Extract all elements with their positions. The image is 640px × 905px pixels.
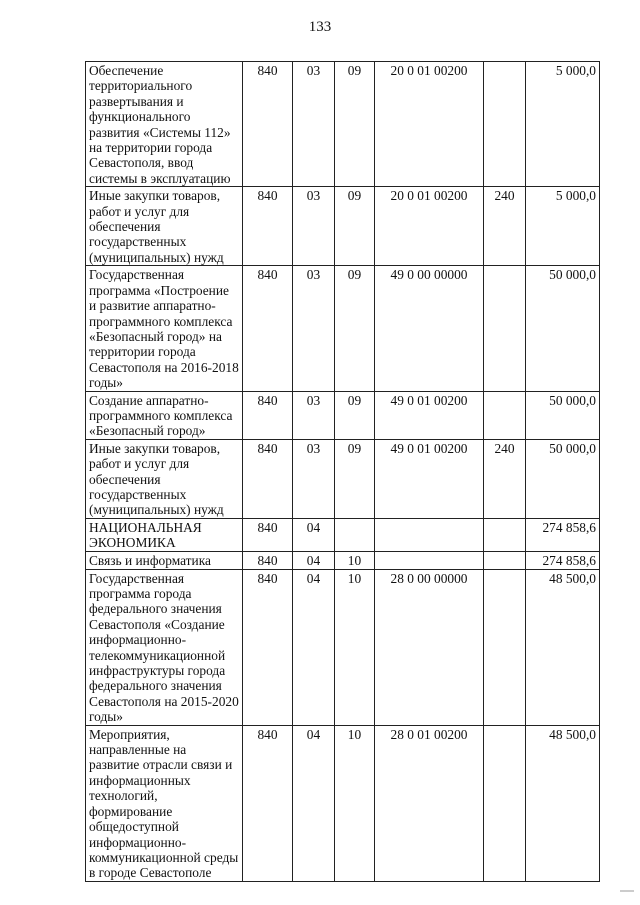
- target-article-code: 49 0 00 00000: [375, 266, 484, 391]
- section-code: 03: [293, 391, 335, 439]
- section-code: 03: [293, 266, 335, 391]
- section-code: 03: [293, 62, 335, 187]
- department-code: 840: [243, 266, 293, 391]
- table-row: [86, 569, 600, 725]
- subsection-code: 10: [335, 725, 375, 881]
- table-row: [86, 551, 600, 569]
- amount: 274 858,6: [526, 551, 600, 569]
- table-row: [86, 725, 600, 881]
- department-code: 840: [243, 518, 293, 551]
- budget-table: [85, 61, 600, 882]
- subsection-code: 09: [335, 439, 375, 518]
- amount: 50 000,0: [526, 439, 600, 518]
- table-row: [86, 62, 600, 187]
- row-name: Иные закупки товаров, работ и услуг для обеспечения государственных (муниципальных) нужд: [86, 439, 243, 518]
- subsection-code: 10: [335, 551, 375, 569]
- section-code: 03: [293, 439, 335, 518]
- section-code: 04: [293, 551, 335, 569]
- department-code: 840: [243, 439, 293, 518]
- row-name: Государственная программа города федерального значения Севастополя «Создание информационно-телекоммуникационной инфраструктуры города федерального значения Севастополя на 2015-2020 годы»: [86, 569, 243, 725]
- target-article-code: 28 0 01 00200: [375, 725, 484, 881]
- amount: 274 858,6: [526, 518, 600, 551]
- scan-edge-mark: [620, 890, 634, 892]
- section-code: 04: [293, 518, 335, 551]
- table-row: [86, 439, 600, 518]
- department-code: 840: [243, 187, 293, 266]
- amount: 5 000,0: [526, 62, 600, 187]
- row-name: Иные закупки товаров, работ и услуг для обеспечения государственных (муниципальных) нужд: [86, 187, 243, 266]
- department-code: 840: [243, 569, 293, 725]
- amount: 50 000,0: [526, 391, 600, 439]
- target-article-code: 49 0 01 00200: [375, 439, 484, 518]
- expense-type-code: [484, 551, 526, 569]
- department-code: 840: [243, 551, 293, 569]
- amount: 5 000,0: [526, 187, 600, 266]
- target-article-code: 28 0 00 00000: [375, 569, 484, 725]
- target-article-code: 49 0 01 00200: [375, 391, 484, 439]
- amount: 50 000,0: [526, 266, 600, 391]
- row-name: Создание аппаратно-программного комплекса «Безопасный город»: [86, 391, 243, 439]
- expense-type-code: [484, 62, 526, 187]
- section-code: 04: [293, 569, 335, 725]
- section-code: 04: [293, 725, 335, 881]
- page-number: 133: [308, 19, 332, 35]
- target-article-code: 20 0 01 00200: [375, 187, 484, 266]
- expense-type-code: [484, 266, 526, 391]
- row-name: Обеспечение территориального развертывания и функционального развития «Системы 112» на территории города Севастополя, ввод системы в эксплуатацию: [86, 62, 243, 187]
- department-code: 840: [243, 391, 293, 439]
- amount: 48 500,0: [526, 569, 600, 725]
- amount: 48 500,0: [526, 725, 600, 881]
- section-code: 03: [293, 187, 335, 266]
- row-name: Государственная программа «Построение и развитие аппаратно-программного комплекса «Безопасный город» на территории города Севастополя на 2016-2018 годы»: [86, 266, 243, 391]
- target-article-code: [375, 518, 484, 551]
- table-row: [86, 391, 600, 439]
- table-row: [86, 187, 600, 266]
- row-name: Мероприятия, направленные на развитие отрасли связи и информационных технологий, формирование общедоступной информационно-коммуникационной среды в городе Севастополе: [86, 725, 243, 881]
- subsection-code: 09: [335, 187, 375, 266]
- expense-type-code: [484, 391, 526, 439]
- subsection-code: 09: [335, 62, 375, 187]
- expense-type-code: [484, 518, 526, 551]
- subsection-code: 09: [335, 266, 375, 391]
- target-article-code: 20 0 01 00200: [375, 62, 484, 187]
- expense-type-code: [484, 569, 526, 725]
- table-row: [86, 266, 600, 391]
- expense-type-code: [484, 725, 526, 881]
- table-row: [86, 518, 600, 551]
- target-article-code: [375, 551, 484, 569]
- department-code: 840: [243, 62, 293, 187]
- subsection-code: 09: [335, 391, 375, 439]
- subsection-code: [335, 518, 375, 551]
- row-name: НАЦИОНАЛЬНАЯ ЭКОНОМИКА: [86, 518, 243, 551]
- department-code: 840: [243, 725, 293, 881]
- expense-type-code: 240: [484, 187, 526, 266]
- expense-type-code: 240: [484, 439, 526, 518]
- subsection-code: 10: [335, 569, 375, 725]
- row-name: Связь и информатика: [86, 551, 243, 569]
